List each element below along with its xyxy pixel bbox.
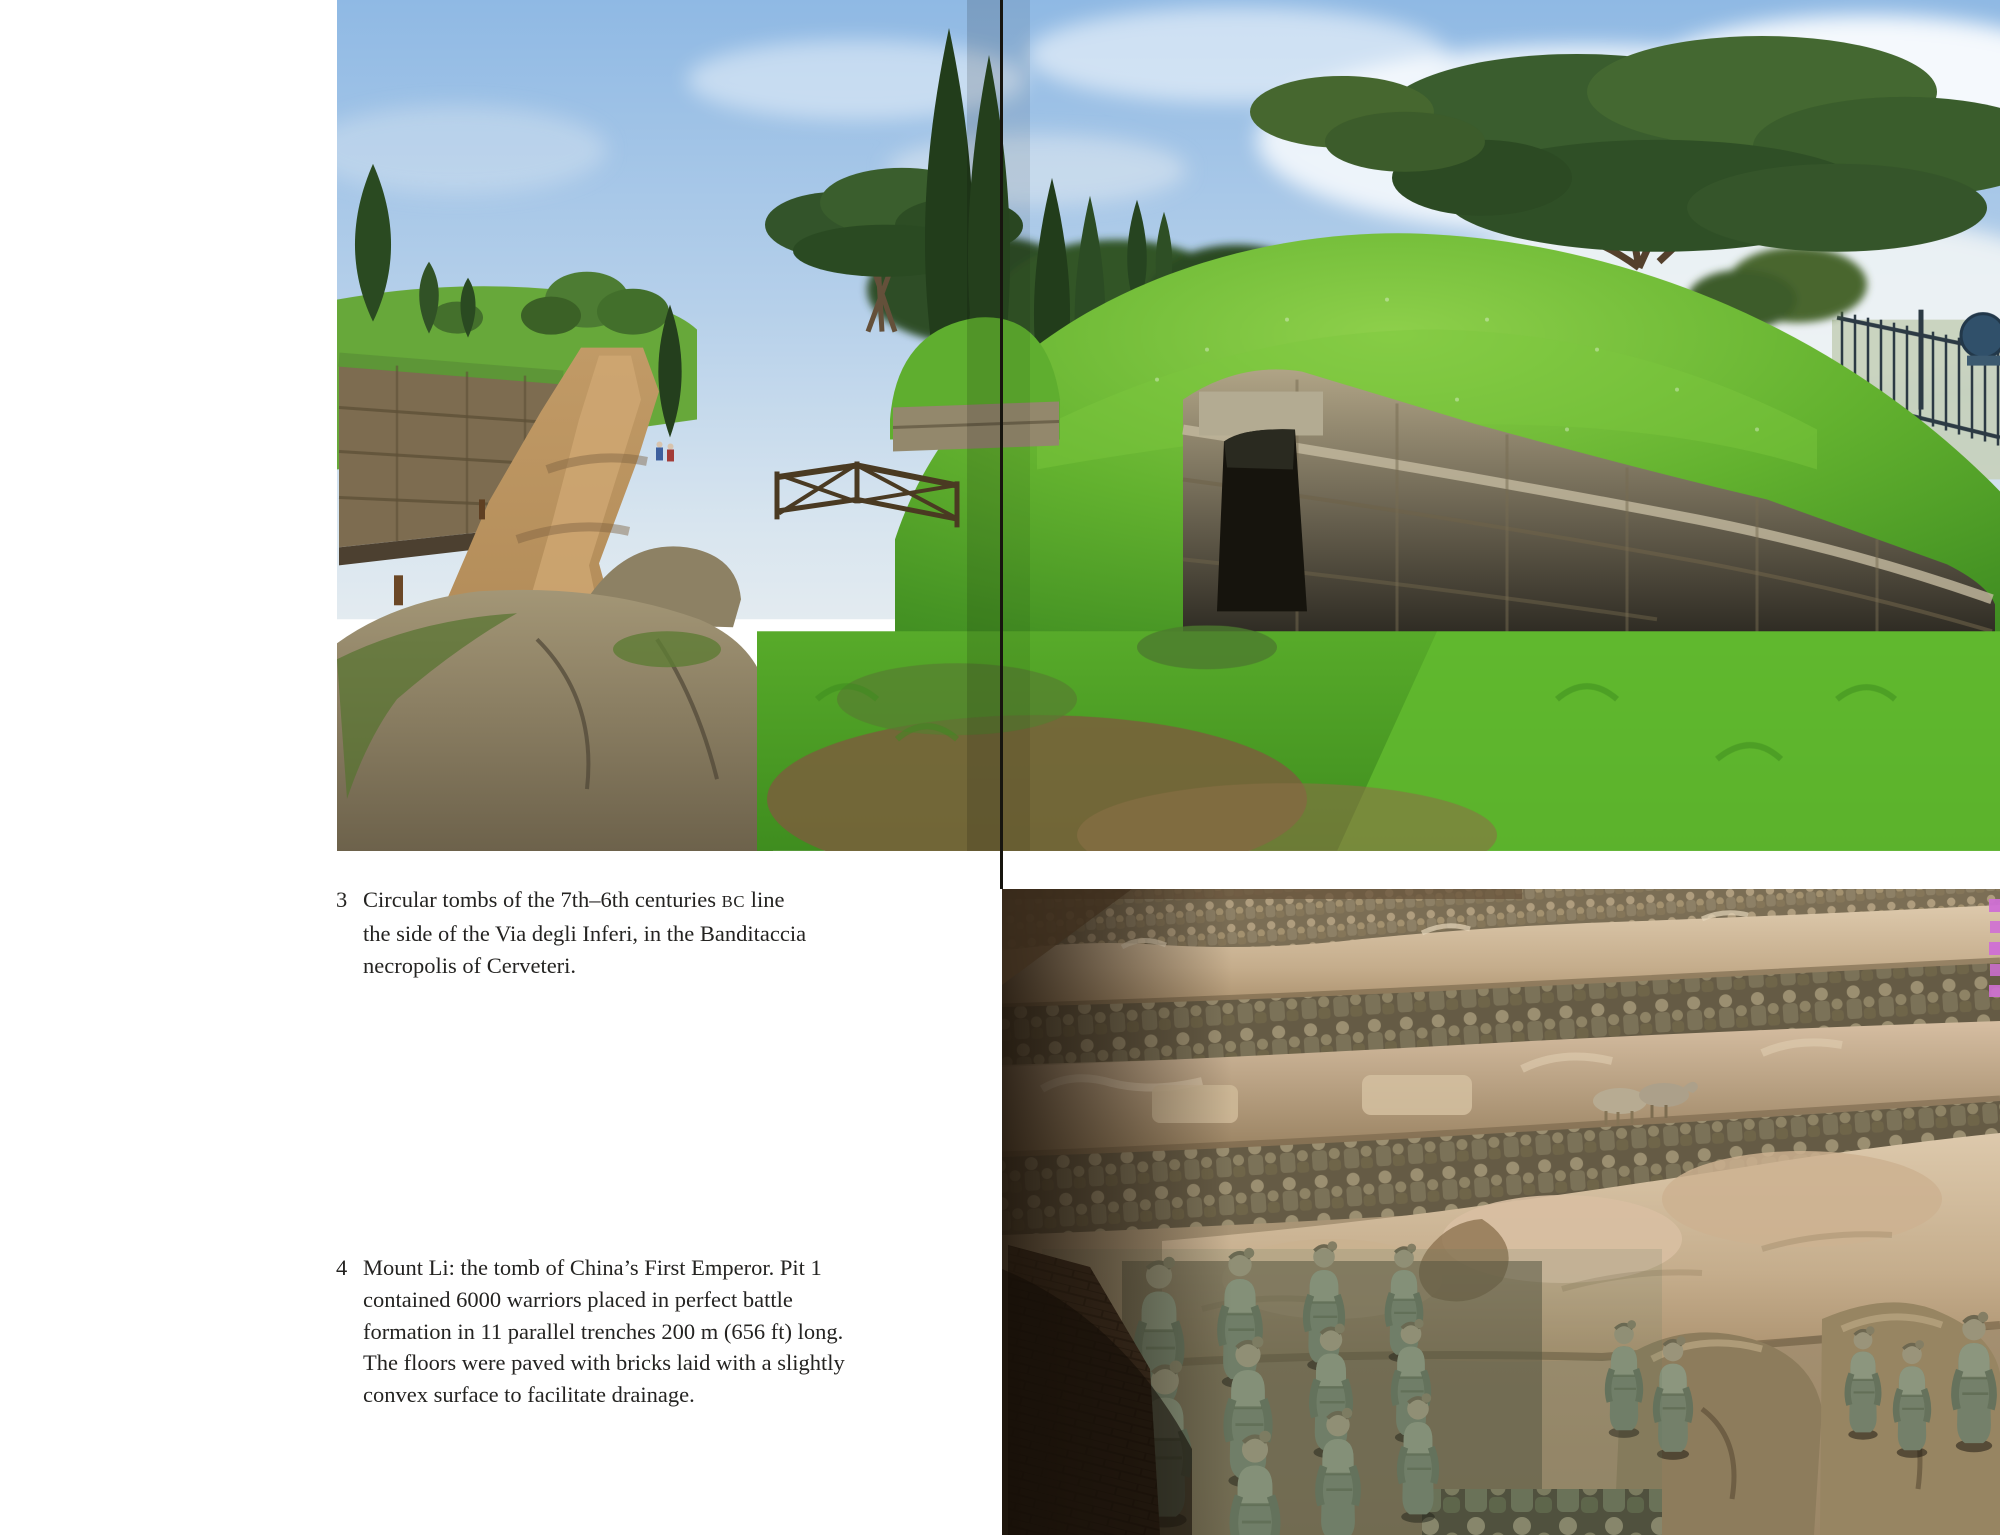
road-sign xyxy=(1961,314,2000,358)
figure-number-3: 3 xyxy=(336,887,348,912)
caption-line: contained 6000 warriors placed in perfect battle xyxy=(363,1286,793,1312)
figure-number-4: 4 xyxy=(336,1255,348,1280)
caption-line: Mount Li: the tomb of China’s First Emperor. Pit 1 xyxy=(363,1255,822,1280)
cerveteri-scene xyxy=(337,0,2000,851)
caption-smallcaps-bc: BC xyxy=(721,892,746,911)
caption-line: formation in 11 parallel trenches 200 m (656 ft) long. xyxy=(363,1318,844,1344)
caption-text-segment: line xyxy=(745,887,785,912)
foreground-grass xyxy=(757,625,2000,851)
figure-caption-3-text xyxy=(363,884,806,981)
path-bollard xyxy=(479,499,485,519)
caption-text-segment: Circular tombs of the 7th–6th centuries xyxy=(363,887,722,912)
caption-line: The floors were paved with bricks laid with a slightly xyxy=(363,1350,845,1376)
page-gutter-line xyxy=(1000,0,1003,889)
gutter-shading xyxy=(967,0,1030,851)
caption-line: the side of the Via degli Inferi, in the Banditaccia xyxy=(363,920,807,946)
photo-cerveteri-tumuli xyxy=(337,0,2000,851)
caption-line: necropolis of Cerveteri. xyxy=(363,952,577,978)
figure-caption-3 xyxy=(336,884,806,981)
figure-caption-4 xyxy=(336,1252,845,1411)
figure-caption-4-text xyxy=(363,1252,845,1411)
terracotta-scene xyxy=(1002,889,2000,1535)
photo-terracotta-army-pit1 xyxy=(1002,889,2000,1535)
path-bollard xyxy=(394,575,403,605)
caption-line xyxy=(363,884,806,918)
caption-line: convex surface to facilitate drainage. xyxy=(363,1382,695,1408)
